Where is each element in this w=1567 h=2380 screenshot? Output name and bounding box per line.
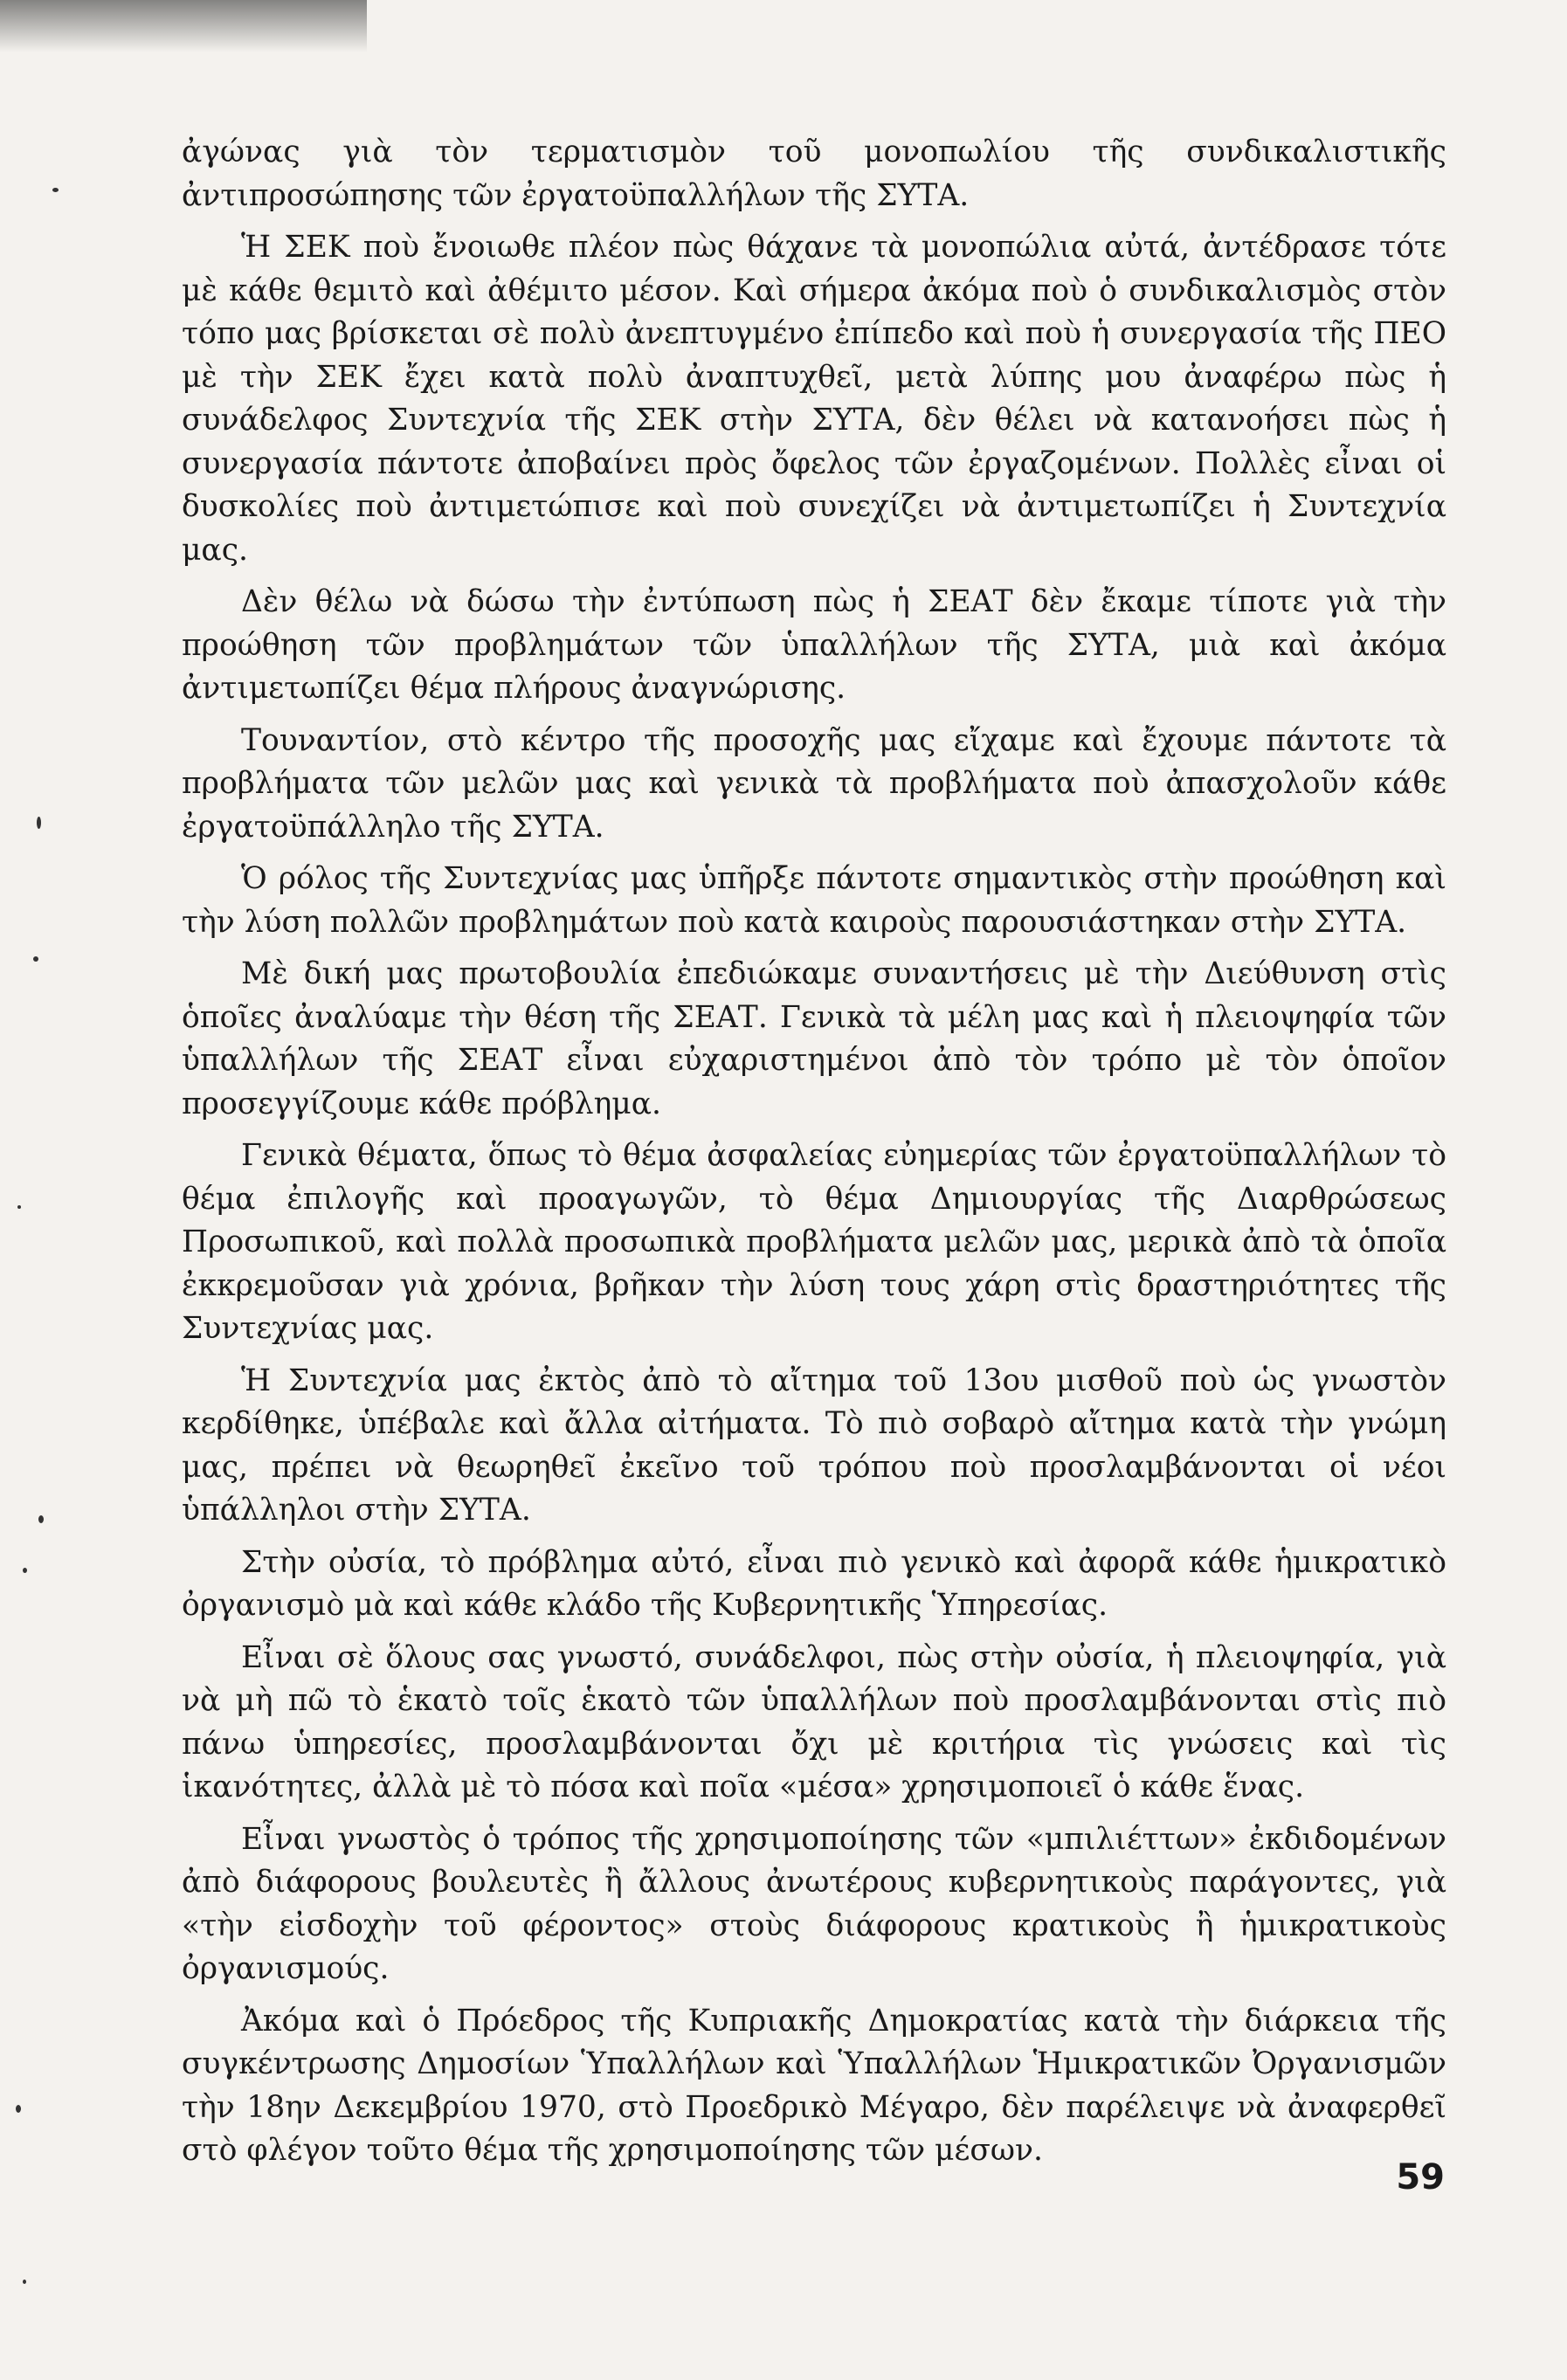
scan-speck (23, 1568, 27, 1573)
scan-shadow (0, 0, 367, 52)
paragraph: Ἡ ΣΕΚ ποὺ ἔνοιωθε πλέον πὼς θάχανε τὰ μονοπώλια αὐτά, ἀντέδρασε τότε μὲ κάθε θεμιτὸ καὶ ἀθέμιτο μέσον. Καὶ σήμερα ἀκόμα ποὺ ὁ συνδικαλισμὸς στὸν τόπο μας βρίσκεται σὲ πολὺ ἀνεπτυγμένο ἐπίπεδο καὶ ποὺ ἡ συνεργασία τῆς ΠΕΟ μὲ τὴν ΣΕΚ ἔχει κατὰ πολὺ ἀναπτυχθεῖ, μετὰ λύπης μου ἀναφέρω πὼς ἡ συνάδελφος Συντεχνία τῆς ΣΕΚ στὴν ΣΥΤΑ, δὲν θέλει νὰ κατανοήσει πὼς ἡ συνεργασία πάντοτε ἀποβαίνει πρὸς ὄφελος τῶν ἐργαζομένων. Πολλὲς εἶναι οἱ δυσκολίες ποὺ ἀντιμετώπισε καὶ ποὺ συνεχίζει νὰ ἀντιμετωπίζει ἡ Συντεχνία μας. (182, 230, 1446, 568)
page-number: 59 (1396, 2157, 1445, 2197)
paragraph: ἀγώνας γιὰ τὸν τερματισμὸν τοῦ μονοπωλίου τῆς συνδικαλιστικῆς ἀντιπροσώπησης τῶν ἐργατοϋπαλλήλων τῆς ΣΥΤΑ. (182, 135, 1446, 213)
paragraph: Ὁ ρόλος τῆς Συντεχνίας μας ὑπῆρξε πάντοτε σημαντικὸς στὴν προώθηση καὶ τὴν λύση πολλῶν προβλημάτων ποὺ κατὰ καιροὺς παρουσιάστηκαν στὴν ΣΥΤΑ. (182, 861, 1446, 940)
scan-speck (37, 817, 41, 829)
paragraph: Γενικὰ θέματα, ὅπως τὸ θέμα ἀσφαλείας εὐημερίας τῶν ἐργατοϋπαλλήλων τὸ θέμα ἐπιλογῆς καὶ προαγωγῶν, τὸ θέμα Δημιουργίας τῆς Διαρθρώσεως Προσωπικοῦ, καὶ πολλὰ προσωπικὰ προβλήματα μελῶν μας, μερικὰ ἀπὸ τὰ ὁποῖα ἐκκρεμοῦσαν γιὰ χρόνια, βρῆκαν τὴν λύση τους χάρη στὶς δραστηριότητες τῆς Συντεχνίας μας. (182, 1138, 1446, 1346)
paragraph: Μὲ δική μας πρωτοβουλία ἐπεδιώκαμε συναντήσεις μὲ τὴν Διεύθυνση στὶς ὁποῖες ἀναλύαμε τὴν θέση τῆς ΣΕΑΤ. Γενικὰ τὰ μέλη μας καὶ ἡ πλειοψηφία τῶν ὑπαλλήλων τῆς ΣΕΑΤ εἶναι εὐχαριστημένοι ἀπὸ τὸν τρόπο μὲ τὸν ὁποῖον προσεγγίζουμε κάθε πρόβλημα. (182, 956, 1446, 1121)
paragraph: Στὴν οὐσία, τὸ πρόβλημα αὐτό, εἶναι πιὸ γενικὸ καὶ ἀφορᾶ κάθε ἡμικρατικὸ ὀργανισμὸ μὰ καὶ κάθε κλάδο τῆς Κυβερνητικῆς Ὑπηρεσίας. (182, 1544, 1446, 1623)
paragraph: Ἀκόμα καὶ ὁ Πρόεδρος τῆς Κυπριακῆς Δημοκρατίας κατὰ τὴν διάρκεια τῆς συγκέντρωσης Δημοσίων Ὑπαλλήλων καὶ Ὑπαλλήλων Ἡμικρατικῶν Ὀργανισμῶν τὴν 18ην Δεκεμβρίου 1970, στὸ Προεδρικὸ Μέγαρο, δὲν παρέλειψε νὰ ἀναφερθεῖ στὸ φλέγον τοῦτο θέμα τῆς χρησιμοποίησης τῶν μέσων. (182, 2003, 1446, 2168)
paragraph: Εἶναι σὲ ὅλους σας γνωστό, συνάδελφοι, πὼς στὴν οὐσία, ἡ πλειοψηφία, γιὰ νὰ μὴ πῶ τὸ ἑκατὸ τοῖς ἑκατὸ τῶν ὑπαλλήλων ποὺ προσλαμβάνονται στὶς πιὸ πάνω ὑπηρεσίες, προσλαμβάνονται ὄχι μὲ κριτήρια τὶς γνώσεις καὶ τὶς ἱκανότητες, ἀλλὰ μὲ τὸ πόσα καὶ ποῖα «μέσα» χρησιμοποιεῖ ὁ κάθε ἕνας. (182, 1639, 1446, 1804)
scan-speck (16, 2105, 21, 2113)
paragraph: Δὲν θέλω νὰ δώσω τὴν ἐντύπωση πὼς ἡ ΣΕΑΤ δὲν ἔκαμε τίποτε γιὰ τὴν προώθηση τῶν προβλημάτων τῶν ὑπαλλήλων τῆς ΣΥΤΑ, μιὰ καὶ ἀκόμα ἀντιμετωπίζει θέμα πλήρους ἀναγνώρισης. (182, 584, 1446, 706)
scan-speck (38, 1515, 44, 1523)
paragraph: Εἶναι γνωστὸς ὁ τρόπος τῆς χρησιμοποίησης τῶν «μπιλιέττων» ἐκδιδομένων ἀπὸ διάφορους βουλευτὲς ἢ ἄλλους ἀνωτέρους κυβερνητικοὺς παράγοντες, γιὰ «τὴν εἰσδοχὴν τοῦ φέροντος» στοὺς διάφορους κρατικοὺς ἢ ἡμικρατικοὺς ὀργανισμούς. (182, 1821, 1446, 1986)
paragraph: Ἡ Συντεχνία μας ἐκτὸς ἀπὸ τὸ αἴτημα τοῦ 13ου μισθοῦ ποὺ ὡς γνωστὸν κερδίθηκε, ὑπέβαλε καὶ ἄλλα αἰτήματα. Τὸ πιὸ σοβαρὸ αἴτημα κατὰ τὴν γνώμη μας, πρέπει νὰ θεωρηθεῖ ἐκεῖνο τοῦ τρόπου ποὺ προσλαμβάνονται οἱ νέοι ὑπάλληλοι στὴν ΣΥΤΑ. (182, 1362, 1446, 1528)
scan-speck (52, 188, 59, 192)
body-text (182, 131, 1446, 2182)
scan-speck (33, 956, 38, 962)
scan-speck (17, 1205, 21, 1209)
paragraph: Τουναντίον, στὸ κέντρο τῆς προσοχῆς μας εἴχαμε καὶ ἔχουμε πάντοτε τὰ προβλήματα τῶν μελῶν μας καὶ γενικὰ τὰ προβλήματα ποὺ ἀπασχολοῦν κάθε ἐργατοϋπάλληλο τῆς ΣΥΤΑ. (182, 722, 1446, 845)
scan-speck (23, 2280, 26, 2284)
